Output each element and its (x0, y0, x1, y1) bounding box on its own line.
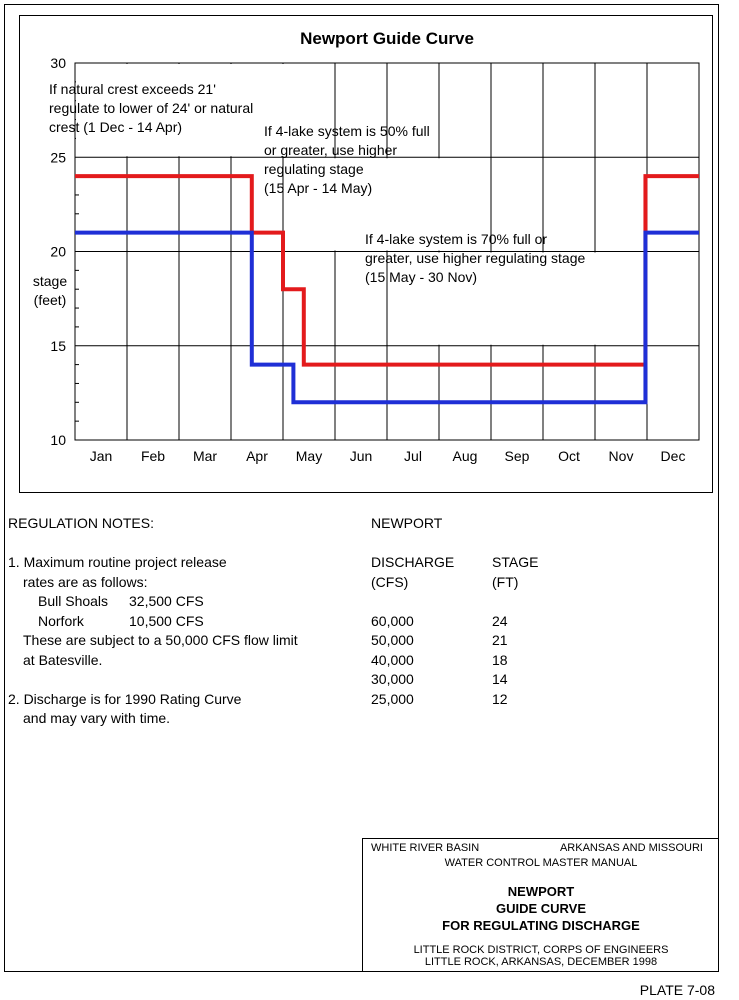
annotation-text: (15 Apr - 14 May) (264, 180, 373, 196)
plate-title-1: NEWPORT (507, 884, 575, 899)
dam1-name: Bull Shoals (38, 593, 109, 609)
note2-line1: 2. Discharge is for 1990 Rating Curve (8, 690, 242, 707)
annotation-text: If 4-lake system is 50% full (264, 123, 430, 139)
table-row (371, 670, 671, 690)
guide-curve-chart (20, 16, 712, 492)
annotation-text: regulate to lower of 24' or natural (49, 100, 254, 116)
dam1-row (8, 592, 338, 612)
stage-header: STAGE (492, 554, 539, 570)
note1-line2: rates are as follows: (23, 573, 148, 590)
annotation-text: If 4-lake system is 70% full or (365, 231, 548, 247)
dam1-rate: 32,500 CFS (129, 593, 204, 609)
x-tick-label: Apr (246, 448, 268, 464)
rating-table (371, 514, 671, 709)
note1-line3: These are subject to a 50,000 CFS flow limit (23, 632, 298, 648)
dam2-row (8, 612, 338, 632)
x-tick-label: Oct (558, 448, 580, 464)
stage-cell: 24 (492, 612, 508, 629)
y-tick-label: 20 (50, 243, 66, 260)
y-tick-label: 15 (50, 337, 66, 354)
dam2-name: Norfork (38, 612, 84, 629)
title-block-spacer (363, 869, 719, 883)
rating-table-title: NEWPORT (371, 515, 443, 531)
location-date-label: LITTLE ROCK, ARKANSAS, DECEMBER 1998 (424, 956, 658, 968)
note1-line1: 1. Maximum routine project release (8, 554, 227, 570)
discharge-unit: (CFS) (371, 573, 409, 590)
x-tick-label: Jun (349, 448, 373, 464)
x-tick-label: Feb (140, 448, 166, 464)
x-tick-label: Sep (504, 448, 530, 464)
rating-table-title-row (371, 514, 671, 534)
x-tick-label: Mar (192, 448, 218, 464)
table-row (371, 690, 671, 710)
dam2-rate: 10,500 CFS (129, 612, 204, 629)
manual-label: WATER CONTROL MASTER MANUAL (444, 857, 638, 869)
rating-table-unit-row (371, 573, 671, 593)
x-tick-label: May (295, 448, 323, 464)
rating-table-spacer (371, 592, 671, 612)
notes-spacer (8, 670, 338, 690)
stage-cell: 21 (492, 632, 508, 648)
stage-cell: 14 (492, 671, 508, 687)
title-block-header-row (363, 842, 719, 856)
plate-title-3: FOR REGULATING DISCHARGE (442, 918, 640, 933)
district-label: LITTLE ROCK DISTRICT, CORPS OF ENGINEERS (413, 944, 669, 956)
discharge-cell: 60,000 (371, 612, 414, 629)
discharge-header: DISCHARGE (371, 554, 455, 570)
x-tick-label: Dec (660, 448, 686, 464)
y-axis-label: (feet) (33, 292, 67, 308)
discharge-cell: 50,000 (371, 632, 414, 648)
y-axis-label: stage (32, 273, 68, 289)
x-tick-label: Aug (452, 448, 478, 464)
note2-line2: and may vary with time. (23, 710, 171, 726)
states-label: ARKANSAS AND MISSOURI (559, 842, 703, 854)
title-block (362, 838, 719, 972)
stage-unit: (FT) (492, 573, 519, 590)
notes-spacer (8, 534, 338, 554)
regulation-notes (8, 514, 338, 729)
table-row (371, 651, 671, 671)
discharge-cell: 30,000 (371, 671, 414, 687)
annotation-text: If natural crest exceeds 21' (49, 81, 216, 97)
annotation-box (388, 253, 646, 345)
annotation-text: crest (1 Dec - 14 Apr) (49, 119, 183, 135)
annotation-text: (15 May - 30 Nov) (365, 269, 478, 285)
annotation-text: greater, use higher regulating stage (365, 250, 586, 266)
chart-title: Newport Guide Curve (300, 29, 474, 48)
y-tick-label: 25 (50, 149, 66, 166)
notes-header: REGULATION NOTES: (8, 515, 154, 531)
rating-table-spacer (371, 534, 671, 554)
y-tick-label: 30 (50, 55, 66, 71)
chart-frame (19, 15, 713, 493)
discharge-cell: 40,000 (371, 651, 414, 668)
note1-line4: at Batesville. (23, 651, 103, 668)
stage-cell: 18 (492, 651, 508, 668)
rating-table-header-row (371, 553, 671, 573)
plate-title-2: GUIDE CURVE (495, 901, 587, 916)
x-tick-label: Jan (89, 448, 113, 464)
table-row (371, 612, 671, 632)
plate-number: PLATE 7-08 (639, 982, 715, 998)
basin-label: WHITE RIVER BASIN (371, 842, 480, 854)
annotation-text: regulating stage (264, 161, 364, 177)
y-tick-label: 10 (50, 432, 66, 448)
discharge-cell: 25,000 (371, 690, 414, 707)
stage-cell: 12 (492, 690, 508, 707)
x-tick-label: Nov (608, 448, 634, 464)
annotation-text: or greater, use higher (264, 142, 398, 158)
title-block-spacer (363, 934, 719, 944)
x-tick-label: Jul (404, 448, 422, 464)
table-row (371, 631, 671, 651)
plate-border (4, 4, 719, 972)
